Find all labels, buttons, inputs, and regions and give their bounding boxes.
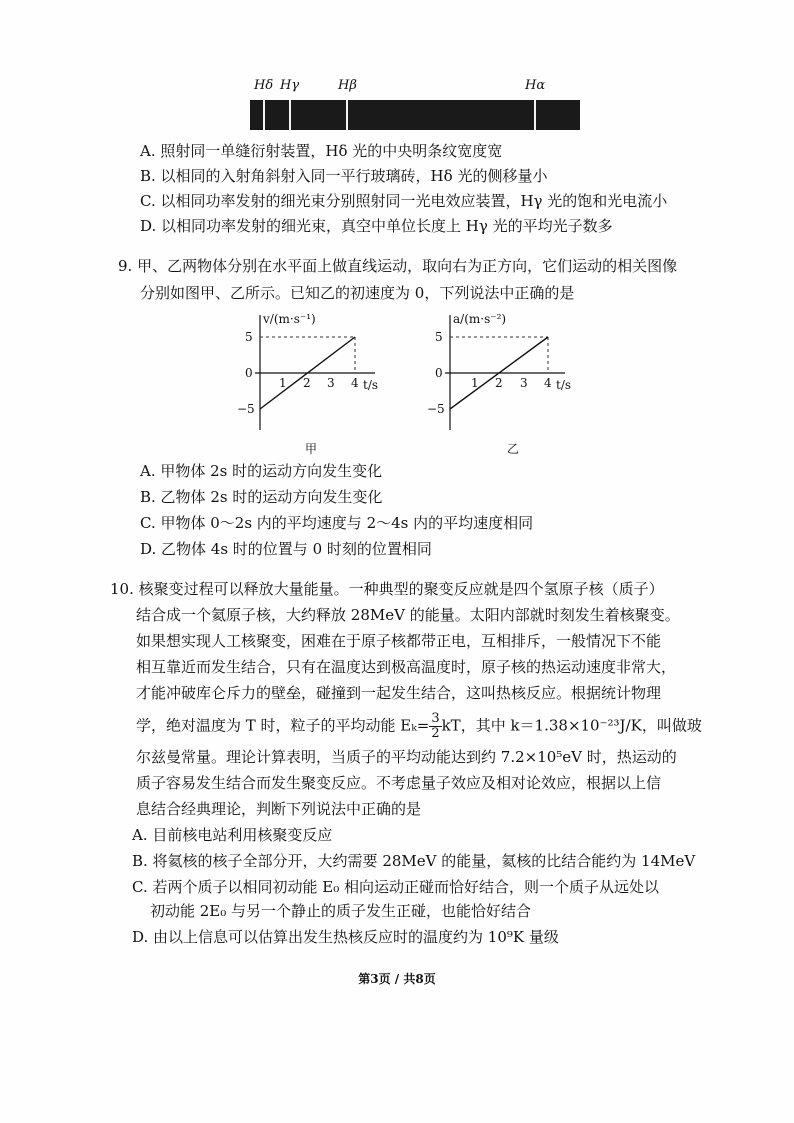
spectrum-label-h-alpha: Hα [525, 78, 546, 93]
q10-line6-part-b: kT，其中 k＝1.38×10⁻²³J/K，叫做玻 [441, 716, 702, 735]
spectrum-line-h-delta [263, 100, 265, 130]
q10-option-c-line1: C. 若两个质子以相同初动能 E₀ 相向运动正碰而恰好结合，则一个质子从远处以 [132, 878, 659, 896]
graph-jia-caption: 甲 [305, 442, 318, 456]
q8-option-d: D. 以相同功率发射的细光束，真空中单位长度上 Hγ 光的平均光子数多 [140, 217, 613, 235]
q9-option-a: A. 甲物体 2s 时的运动方向发生变化 [140, 462, 383, 480]
graph-yi-caption: 乙 [507, 442, 520, 456]
q10-stem-line6 [136, 712, 702, 741]
q10-stem-line2: 结合成一个氦原子核，大约释放 28MeV 的能量。太阳内部就时刻发生着核聚变。 [136, 606, 680, 624]
q9-option-c: C. 甲物体 0～2s 内的平均速度与 2～4s 内的平均速度相同 [140, 514, 534, 532]
q8-option-b: B. 以相同的入射角斜射入同一平行玻璃砖，Hδ 光的侧移量小 [140, 167, 548, 185]
q10-stem-line4: 相互靠近而发生结合，只有在温度达到极高温度时，原子核的热运动速度非常大， [136, 658, 677, 676]
spectrum-label-h-beta: Hβ [338, 78, 357, 93]
graph-yi-ytick-5: 5 [435, 330, 443, 344]
q10-stem-line1: 10. 核聚变过程可以释放大量能量。一种典型的聚变反应就是四个氢原子核（质子） [110, 580, 664, 598]
q10-option-b: B. 将氦核的核子全部分开，大约需要 28MeV 的能量，氦核的比结合能约为 14MeV [132, 852, 696, 870]
graph-jia-ytick-0: 0 [245, 366, 253, 380]
q8-option-a: A. 照射同一单缝衍射装置，Hδ 光的中央明条纹宽度宽 [140, 142, 503, 160]
spectrum-line-h-gamma [289, 100, 291, 130]
graph-yi [415, 305, 590, 465]
q9-stem-line2: 分别如图甲、乙所示。已知乙的初速度为 0，下列说法中正确的是 [140, 284, 575, 302]
q9-stem-line1: 9. 甲、乙两物体分别在水平面上做直线运动，取向右为正方向，它们运动的相关图像 [118, 257, 678, 275]
fraction-denominator: 2 [431, 726, 440, 741]
q10-option-d: D. 由以上信息可以估算出发生热核反应时的温度约为 10⁹K 量级 [132, 928, 559, 946]
graph-yi-xtick-2: 2 [495, 376, 503, 390]
q10-line6-part-a: 学，绝对温度为 T 时，粒子的平均动能 Eₖ= [136, 716, 430, 735]
q9-option-b: B. 乙物体 2s 时的运动方向发生变化 [140, 488, 383, 506]
graph-jia-ylabel: v/(m·s⁻¹) [263, 312, 316, 326]
spectrum-label-h-gamma: Hγ [280, 78, 300, 93]
graph-jia-ytick-5: 5 [245, 330, 253, 344]
graph-jia-xtick-3: 3 [327, 376, 335, 390]
graph-yi-xtick-3: 3 [520, 376, 528, 390]
q9-option-d: D. 乙物体 4s 时的位置与 0 时刻的位置相同 [140, 540, 432, 558]
graph-jia [225, 305, 395, 465]
graph-yi-ytick-neg5: −5 [427, 402, 445, 416]
q10-option-c-line2: 初动能 2E₀ 与另一个静止的质子发生正碰，也能恰好结合 [150, 902, 532, 920]
q10-option-a: A. 目前核电站利用核聚变反应 [132, 826, 333, 844]
q10-stem-line8: 质子容易发生结合而发生聚变反应。不考虑量子效应及相对论效应，根据以上信 [136, 774, 662, 792]
q10-stem-line5: 才能冲破库仑斥力的壁垒，碰撞到一起发生结合，这叫热核反应。根据统计物理 [136, 684, 662, 702]
kinetic-energy-fraction [429, 712, 441, 741]
graph-jia-ytick-neg5: −5 [237, 402, 255, 416]
q10-stem-line3: 如果想实现人工核聚变，困难在于原子核都带正电，互相排斥，一般情况下不能 [136, 632, 662, 650]
fraction-numerator: 3 [431, 711, 440, 726]
spectrum-line-h-beta [346, 100, 348, 130]
graph-jia-xtick-4: 4 [351, 376, 359, 390]
graph-yi-ylabel: a/(m·s⁻²) [453, 312, 507, 326]
graph-yi-xlabel: t/s [556, 378, 572, 392]
q10-stem-line7: 尔兹曼常量。理论计算表明，当质子的平均动能达到约 7.2×10⁵eV 时，热运动的 [136, 748, 677, 766]
spectrum-bar [250, 100, 580, 130]
q10-stem-line9: 息结合经典理论，判断下列说法中正确的是 [136, 800, 422, 818]
spectrum-line-h-alpha [534, 100, 536, 130]
graph-jia-xlabel: t/s [363, 378, 379, 392]
graph-jia-xtick-2: 2 [303, 376, 311, 390]
graph-yi-xtick-1: 1 [471, 376, 479, 390]
graph-yi-xtick-4: 4 [544, 376, 552, 390]
q8-option-c: C. 以相同功率发射的细光束分别照射同一光电效应装置，Hγ 光的饱和光电流小 [140, 192, 668, 210]
spectrum-label-h-delta: Hδ [254, 78, 274, 93]
page-number: 第3页 / 共8页 [358, 972, 436, 986]
graph-jia-xtick-1: 1 [279, 376, 287, 390]
graph-yi-ytick-0: 0 [435, 366, 443, 380]
